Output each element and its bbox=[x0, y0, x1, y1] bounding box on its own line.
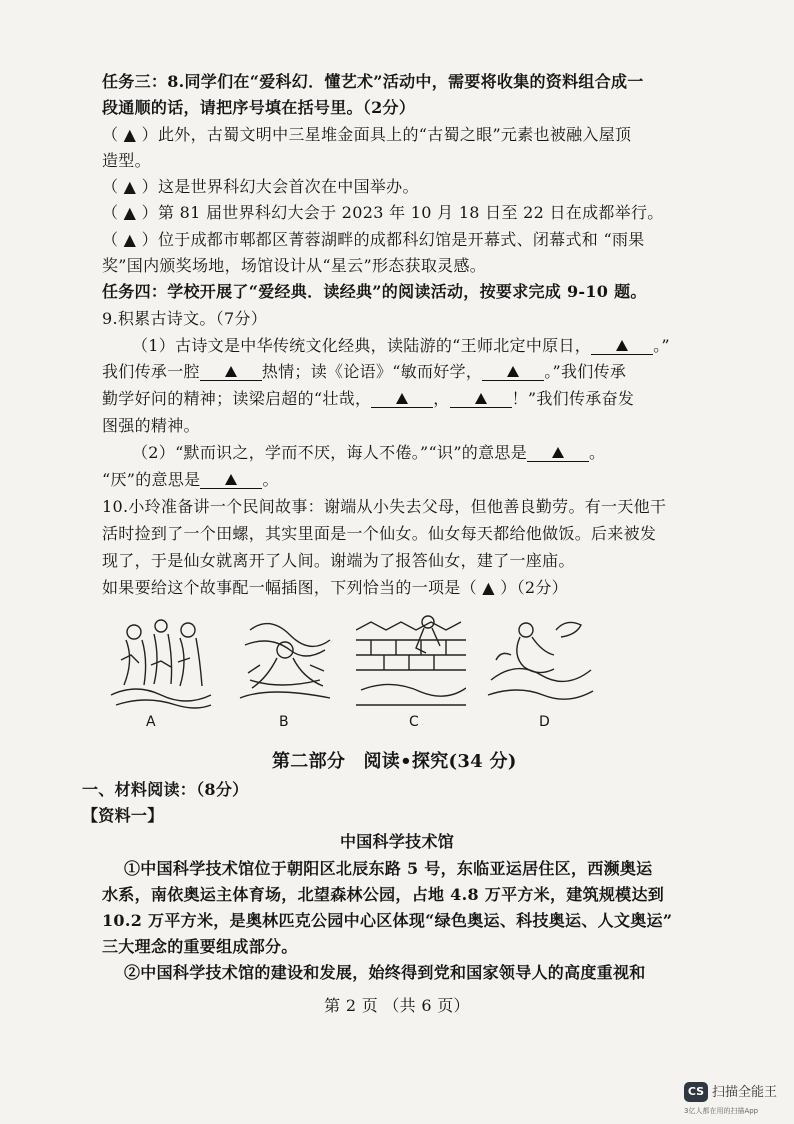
camscanner-name: 扫描全能王 bbox=[712, 1085, 778, 1100]
triangle-icon bbox=[552, 447, 564, 458]
triangle-icon bbox=[507, 366, 519, 377]
q10-line4: 如果要给这个故事配一幅插图，下列恰当的一项是（ ▲ ）（2分） bbox=[102, 578, 568, 597]
section1-heading: 一、材料阅读：（8分） bbox=[82, 780, 249, 799]
illustration-d[interactable] bbox=[486, 610, 596, 710]
triangle-icon bbox=[616, 340, 628, 351]
answer-blank[interactable] bbox=[482, 364, 544, 381]
q9-2-text: “厌”的意思是 bbox=[102, 470, 201, 489]
answer-blank[interactable] bbox=[591, 338, 653, 355]
q9-2-text: 。 bbox=[589, 443, 606, 462]
task3-option-4: （ ▲ ）位于成都市郫都区菁蓉湖畔的成都科幻馆是开幕式、闭幕式和 “雨果 bbox=[102, 230, 645, 249]
q10-line3: 现了，于是仙女就离开了人间。谢端为了报答仙女，建了一座庙。 bbox=[102, 551, 575, 570]
part2-title: 第二部分 阅读•探究(34 分) bbox=[272, 751, 517, 772]
q9-title: 9.积累古诗文。（7分） bbox=[102, 309, 268, 328]
q9-1-text: 。” bbox=[653, 336, 670, 355]
q9-2-line2 bbox=[102, 470, 279, 490]
camscanner-tagline: 3亿人都在用的扫描App bbox=[684, 1107, 759, 1115]
illustration-b[interactable] bbox=[230, 610, 340, 710]
q9-1-text: 热情；读《论语》“敏而好学， bbox=[261, 362, 483, 381]
task3-option-1-cont: 造型。 bbox=[102, 151, 151, 170]
article-title bbox=[0, 832, 794, 852]
q9-1-text: ！”我们传承奋发 bbox=[511, 389, 635, 408]
page-number: 第 2 页 （共 6 页） bbox=[324, 996, 470, 1015]
triangle-icon bbox=[225, 366, 237, 377]
material-1-label: 【资料一】 bbox=[82, 806, 164, 825]
paragraph-2-line1: ②中国科学技术馆的建设和发展，始终得到党和国家领导人的高度重视和 bbox=[124, 963, 646, 982]
q10-line1: 10.小玲准备讲一个民间故事：谢端从小失去父母，但他善良勤劳。有一天他干 bbox=[102, 497, 667, 516]
paragraph-1-line2: 水系，南依奥运主体育场，北望森林公园，占地 4.8 万平方米，建筑规模达到 bbox=[102, 885, 665, 904]
task3-heading-line1: 任务三：8.同学们在“爱科幻．懂艺术”活动中，需要将收集的资料组合成一 bbox=[102, 72, 644, 91]
triangle-icon bbox=[225, 474, 237, 485]
q9-1-text: 我们传承一腔 bbox=[102, 362, 200, 381]
q9-2-line1 bbox=[132, 443, 605, 463]
q10-line2: 活时捡到了一个田螺，其实里面是一个仙女。仙女每天都给他做饭。后来被发 bbox=[102, 524, 657, 543]
task3-heading-line2: 段通顺的话，请把序号填在括号里。（2分） bbox=[102, 98, 416, 117]
task3-option-2: （ ▲ ）这是世界科幻大会首次在中国举办。 bbox=[102, 177, 419, 196]
option-label-b: B bbox=[279, 714, 289, 730]
illustration-a[interactable] bbox=[106, 610, 216, 710]
illustration-c[interactable] bbox=[356, 610, 466, 710]
q9-1-line3 bbox=[102, 389, 634, 409]
answer-blank[interactable] bbox=[527, 445, 589, 462]
task3-option-4-cont: 奖”国内颁奖场地，场馆设计从“星云”形态获取灵感。 bbox=[102, 256, 487, 275]
q9-1-text: （1）古诗文是中华传统文化经典，读陆游的“王师北定中原日， bbox=[132, 336, 592, 355]
task3-option-1: （ ▲ ）此外，古蜀文明中三星堆金面具上的“古蜀之眼”元素也被融入屋顶 bbox=[102, 125, 632, 144]
option-label-c: C bbox=[409, 714, 419, 730]
triangle-icon bbox=[396, 393, 408, 404]
answer-blank[interactable] bbox=[200, 472, 262, 489]
q9-1-text: 。”我们传承 bbox=[544, 362, 627, 381]
camscanner-logo-icon: CS bbox=[684, 1082, 708, 1102]
answer-blank[interactable] bbox=[200, 364, 262, 381]
q9-1-line4: 图强的精神。 bbox=[102, 416, 200, 435]
paragraph-1-line4: 三大理念的重要组成部分。 bbox=[102, 937, 298, 956]
paragraph-1-line3: 10.2 万平方米，是奥林匹克公园中心区体现“绿色奥运、科技奥运、人文奥运” bbox=[102, 911, 673, 930]
q9-1-text: ， bbox=[433, 389, 450, 408]
q9-2-text: 。 bbox=[262, 470, 279, 489]
paragraph-1-line1: ①中国科学技术馆位于朝阳区北辰东路 5 号，东临亚运居住区，西濒奥运 bbox=[124, 859, 653, 878]
answer-blank[interactable] bbox=[450, 391, 512, 408]
q9-1-text: 勤学好问的精神；读梁启超的“壮哉， bbox=[102, 389, 372, 408]
answer-blank[interactable] bbox=[371, 391, 433, 408]
task4-heading: 任务四：学校开展了“爱经典．读经典”的阅读活动，按要求完成 9-10 题。 bbox=[102, 282, 647, 301]
article-title-text: 中国科学技术馆 bbox=[339, 832, 455, 851]
option-label-a: A bbox=[146, 714, 156, 730]
triangle-icon bbox=[475, 393, 487, 404]
option-label-d: D bbox=[539, 714, 550, 730]
q9-1-line1 bbox=[132, 336, 670, 356]
task3-option-3: （ ▲ ）第 81 届世界科幻大会于 2023 年 10 月 18 日至 22 日在成都举行。 bbox=[102, 203, 664, 222]
q9-2-text: （2）“默而识之，学而不厌，诲人不倦。”“识”的意思是 bbox=[132, 443, 527, 462]
page-footer bbox=[0, 996, 794, 1016]
q9-1-line2 bbox=[102, 362, 626, 382]
